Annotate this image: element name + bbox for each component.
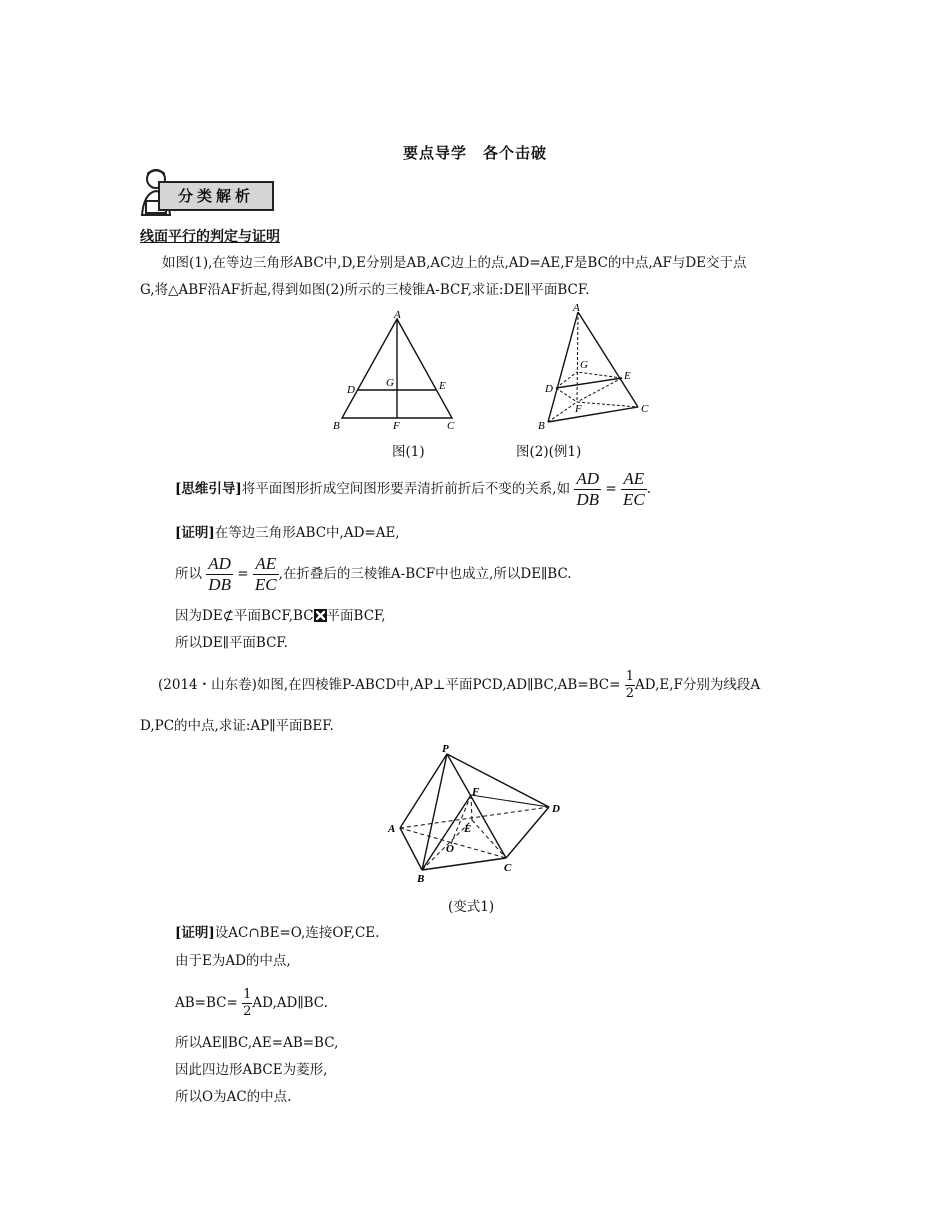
fraction-ad-db xyxy=(574,469,601,510)
fig1-label-e: E xyxy=(439,380,446,392)
frac-numerator: 1 xyxy=(243,987,252,1002)
fig2-label-d: D xyxy=(545,383,553,395)
fig3-label-p: P xyxy=(442,743,449,755)
frac-denominator: EC xyxy=(254,575,277,594)
frac-numerator: 1 xyxy=(625,669,635,684)
fig3-label-a: A xyxy=(388,823,396,835)
fig2-label-f: F xyxy=(575,403,582,415)
variant1-line1 xyxy=(158,662,760,708)
proof2-line3 xyxy=(175,980,328,1026)
section-badge xyxy=(136,167,276,219)
fig1-label-d: D xyxy=(347,384,355,396)
fig2-label-g: G xyxy=(580,359,588,371)
fig2-caption: 图(2)(例1) xyxy=(516,444,582,460)
fig1-label-f: F xyxy=(393,420,400,432)
equals-sign: = xyxy=(237,566,249,582)
frac-numerator: AD xyxy=(208,554,231,573)
proof1-line3 xyxy=(175,603,386,630)
equals-sign: = xyxy=(605,481,617,497)
hint-text: 将平面图形折成空间图形要弄清折前折后不变的关系,如 xyxy=(241,481,571,497)
proof2-line5: 因此四边形ABCE为菱形, xyxy=(175,1062,328,1078)
frac-numerator: AE xyxy=(621,469,647,490)
proof1-line3-pre: 因为DE⊄平面BCF,BC xyxy=(175,608,314,624)
proof1-line3-post: 平面BCF, xyxy=(326,608,386,624)
fig3-label-o: O xyxy=(446,843,454,855)
frac-denominator: 2 xyxy=(625,686,635,701)
proof2-line2: 由于E为AD的中点, xyxy=(175,953,291,969)
figure-variant1-pyramid xyxy=(380,740,580,890)
fig2-label-a: A xyxy=(573,302,580,314)
fraction-ae-ec xyxy=(253,554,279,595)
proof2-line3-pre: AB=BC= xyxy=(175,995,238,1011)
fig1-label-b: B xyxy=(333,420,340,432)
proof1-line1 xyxy=(175,520,400,547)
fig3-caption: (变式1) xyxy=(448,899,495,915)
frac-denominator: DB xyxy=(208,575,231,594)
fraction-one-half xyxy=(625,669,635,702)
fig1-caption: 图(1) xyxy=(392,444,425,460)
fig1-label-g: G xyxy=(386,377,394,389)
example1-line1: 如图(1),在等边三角形ABC中,D,E分别是AB,AC边上的点,AD=AE,F是BC的中点,AF与DE交于点 xyxy=(162,255,747,271)
frac-denominator: EC xyxy=(622,490,645,509)
fig2-label-e: E xyxy=(624,370,631,382)
proof1-line1-text: 在等边三角形ABC中,AD=AE, xyxy=(214,525,400,541)
fig3-label-f: F xyxy=(472,786,480,798)
proof-tag: [证明] xyxy=(175,525,215,541)
frac-numerator: AE xyxy=(253,554,279,575)
proof2-line1 xyxy=(175,920,379,947)
variant1-line2: D,PC的中点,求证:AP∥平面BEF. xyxy=(140,718,334,734)
fig3-label-c: C xyxy=(504,862,512,874)
frac-denominator: DB xyxy=(576,490,600,509)
fig2-label-b: B xyxy=(538,420,545,432)
proof2-line4: 所以AE∥BC,AE=AB=BC, xyxy=(175,1035,339,1051)
section-heading: 线面平行的判定与证明 xyxy=(140,229,280,245)
fig1-label-c: C xyxy=(447,420,455,432)
proof1-line2-post: ,在折叠后的三棱锥A-BCF中也成立,所以DE∥BC. xyxy=(278,566,572,582)
hint-line xyxy=(175,466,651,512)
variant1-line1-post: AD,E,F分别为线段A xyxy=(635,677,761,693)
proof-tag: [证明] xyxy=(175,925,215,941)
example1-line2: G,将△ABF沿AF折起,得到如图(2)所示的三棱锥A-BCF,求证:DE∥平面BCF. xyxy=(140,282,590,298)
proof1-line2-pre: 所以 xyxy=(175,566,202,582)
subset-glyph-icon xyxy=(314,609,327,622)
proof2-line3-post: AD,AD∥BC. xyxy=(252,995,328,1011)
hint-end: . xyxy=(646,481,651,497)
fraction-ad-db xyxy=(206,554,233,595)
fig2-label-c: C xyxy=(641,403,649,415)
proof1-line2 xyxy=(175,551,572,597)
frac-denominator: 2 xyxy=(243,1004,252,1019)
fig1-label-a: A xyxy=(394,309,401,321)
hint-tag: [思维引导] xyxy=(175,481,242,497)
page-title: 要点导学 各个击破 xyxy=(402,144,547,162)
figure-1-triangle xyxy=(330,308,470,436)
badge-label: 分类解析 xyxy=(158,181,274,211)
fig3-label-d: D xyxy=(552,803,560,815)
fraction-one-half xyxy=(242,987,252,1020)
proof2-line6: 所以O为AC的中点. xyxy=(175,1089,292,1105)
fig3-label-b: B xyxy=(417,873,425,885)
fraction-ae-ec xyxy=(621,469,647,510)
frac-numerator: AD xyxy=(576,469,600,488)
figure-2-tetrahedron xyxy=(530,302,660,434)
fig3-label-e: E xyxy=(464,823,472,835)
proof2-line1-text: 设AC∩BE=O,连接OF,CE. xyxy=(214,925,380,941)
variant1-line1-pre: (2014・山东卷)如图,在四棱锥P-ABCD中,AP⊥平面PCD,AD∥BC,AB=BC= xyxy=(158,677,621,693)
proof1-line4: 所以DE∥平面BCF. xyxy=(175,635,288,651)
